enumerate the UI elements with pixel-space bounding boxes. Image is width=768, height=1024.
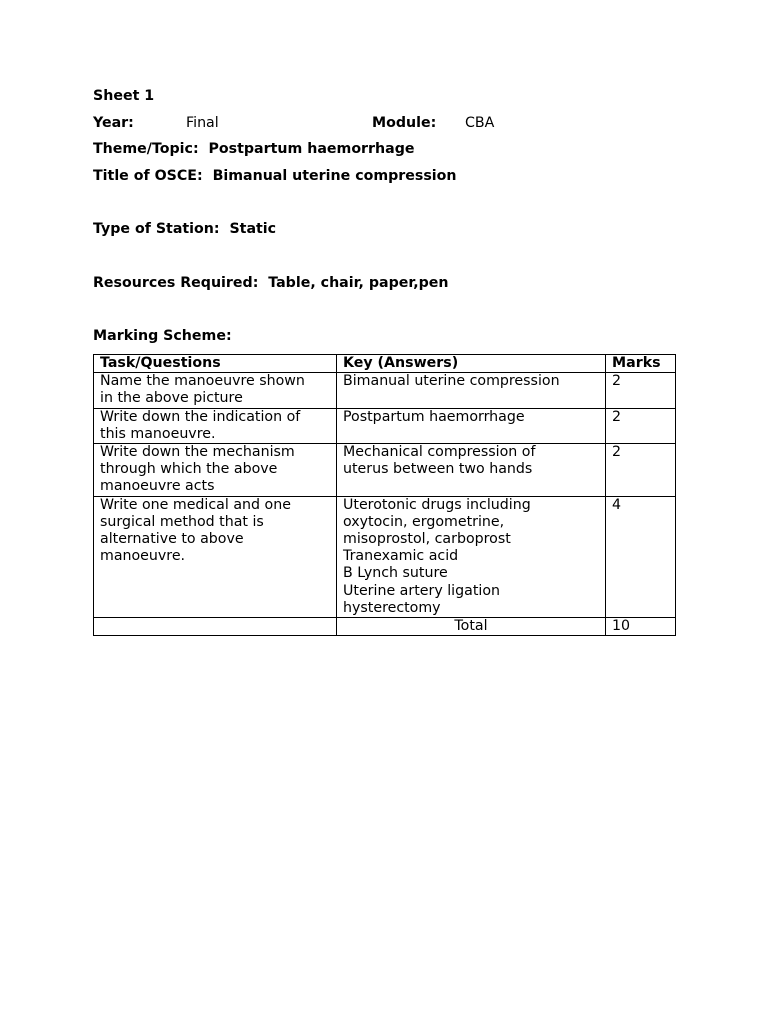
key-line: hysterectomy [343, 599, 441, 616]
sheet-title: Sheet 1 [93, 88, 155, 104]
marks-cell: 2 [606, 408, 676, 443]
task-cell [94, 496, 337, 617]
header-key: Key (Answers) [337, 355, 606, 373]
task-line: alternative to above [100, 531, 244, 548]
key-line: Tranexamic acid [343, 548, 459, 565]
osce-title-line [93, 167, 457, 185]
osce-value: Bimanual uterine compression [212, 168, 457, 184]
marking-scheme-label: Marking Scheme: [93, 328, 232, 344]
marking-scheme-table [93, 354, 676, 636]
station-type-line [93, 220, 276, 238]
key-line: uterus between two hands [343, 461, 533, 478]
key-cell [337, 373, 606, 408]
station-label: Type of Station: [93, 221, 220, 237]
key-cell [337, 496, 606, 617]
task-cell [94, 408, 337, 443]
key-line: Uterine artery ligation [343, 582, 500, 599]
osce-label: Title of OSCE: [93, 168, 203, 184]
key-line: Postpartum haemorrhage [343, 408, 525, 425]
task-line: Name the manoeuvre shown [100, 373, 305, 390]
table-row [94, 373, 676, 408]
table-row [94, 496, 676, 617]
key-cell [337, 408, 606, 443]
module-label: Module: [372, 115, 437, 131]
resources-label: Resources Required: [93, 275, 259, 291]
header-marks: Marks [606, 355, 676, 373]
key-line: oxytocin, ergometrine, [343, 513, 505, 530]
table-row [94, 408, 676, 443]
key-line: Mechanical compression of [343, 444, 536, 461]
year-label: Year: [93, 115, 134, 131]
total-row [94, 618, 676, 636]
key-line: misoprostol, carboprost [343, 531, 511, 548]
total-label: Total [337, 618, 606, 636]
task-cell [94, 444, 337, 497]
module-value: CBA [465, 115, 495, 131]
task-line: through which the above [100, 461, 278, 478]
theme-line [93, 140, 415, 158]
key-line: Uterotonic drugs including [343, 496, 531, 513]
task-line: surgical method that is [100, 513, 264, 530]
station-value: Static [229, 221, 277, 237]
marks-cell: 2 [606, 444, 676, 497]
total-empty-cell [94, 618, 337, 636]
header-task: Task/Questions [94, 355, 337, 373]
table-header-row [94, 355, 676, 373]
key-line: B Lynch suture [343, 565, 448, 582]
theme-label: Theme/Topic: [93, 141, 199, 157]
marks-cell: 4 [606, 496, 676, 617]
task-line: in the above picture [100, 390, 243, 407]
task-line: this manoeuvre. [100, 425, 216, 442]
task-line: Write one medical and one [100, 496, 291, 513]
key-line: Bimanual uterine compression [343, 373, 560, 390]
resources-value: Table, chair, paper,pen [268, 275, 449, 291]
table-row [94, 444, 676, 497]
resources-line [93, 274, 449, 292]
task-line: Write down the indication of [100, 408, 301, 425]
task-cell [94, 373, 337, 408]
marks-cell: 2 [606, 373, 676, 408]
task-line: manoeuvre. [100, 548, 186, 565]
task-line: manoeuvre acts [100, 478, 215, 495]
year-value: Final [186, 115, 219, 131]
theme-value: Postpartum haemorrhage [208, 141, 415, 157]
task-line: Write down the mechanism [100, 444, 295, 461]
total-value: 10 [606, 618, 676, 636]
key-cell [337, 444, 606, 497]
